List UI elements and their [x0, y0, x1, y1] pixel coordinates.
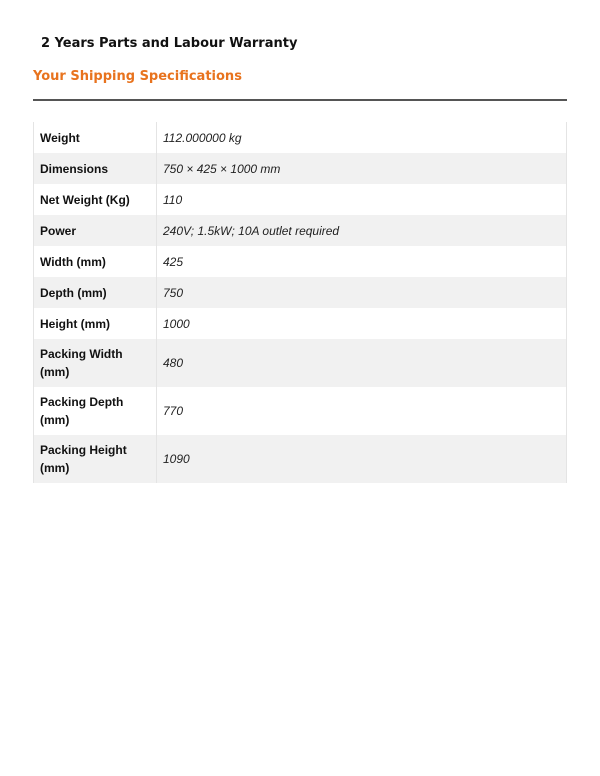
- spec-row-depth: [34, 277, 567, 308]
- spec-row-packing-depth: [34, 387, 567, 435]
- shipping-specifications-heading: Your Shipping Specifications: [33, 69, 242, 84]
- spec-value: 425: [157, 246, 567, 277]
- spec-value: 240V; 1.5kW; 10A outlet required: [157, 215, 567, 246]
- warranty-text: 2 Years Parts and Labour Warranty: [41, 36, 298, 51]
- spec-row-dimensions: [34, 153, 567, 184]
- spec-row-weight: [34, 122, 567, 153]
- spec-row-height: [34, 308, 567, 339]
- spec-label: Weight: [34, 122, 157, 153]
- heading-divider: [33, 99, 567, 101]
- spec-row-packing-width: [34, 339, 567, 387]
- spec-value: 112.000000 kg: [157, 122, 567, 153]
- spec-row-width: [34, 246, 567, 277]
- spec-label: Packing Width (mm): [34, 339, 157, 387]
- spec-label: Packing Height (mm): [34, 435, 157, 483]
- spec-value: 110: [157, 184, 567, 215]
- spec-label: Net Weight (Kg): [34, 184, 157, 215]
- spec-value: 1090: [157, 435, 567, 483]
- spec-row-power: [34, 215, 567, 246]
- spec-label: Width (mm): [34, 246, 157, 277]
- spec-label: Height (mm): [34, 308, 157, 339]
- spec-row-packing-height: [34, 435, 567, 483]
- shipping-specifications-table: [33, 122, 567, 483]
- spec-label: Depth (mm): [34, 277, 157, 308]
- spec-value: 1000: [157, 308, 567, 339]
- spec-label: Power: [34, 215, 157, 246]
- spec-label: Packing Depth (mm): [34, 387, 157, 435]
- spec-value: 770: [157, 387, 567, 435]
- spec-value: 750: [157, 277, 567, 308]
- spec-value: 480: [157, 339, 567, 387]
- spec-label: Dimensions: [34, 153, 157, 184]
- spec-row-net-weight: [34, 184, 567, 215]
- spec-value: 750 × 425 × 1000 mm: [157, 153, 567, 184]
